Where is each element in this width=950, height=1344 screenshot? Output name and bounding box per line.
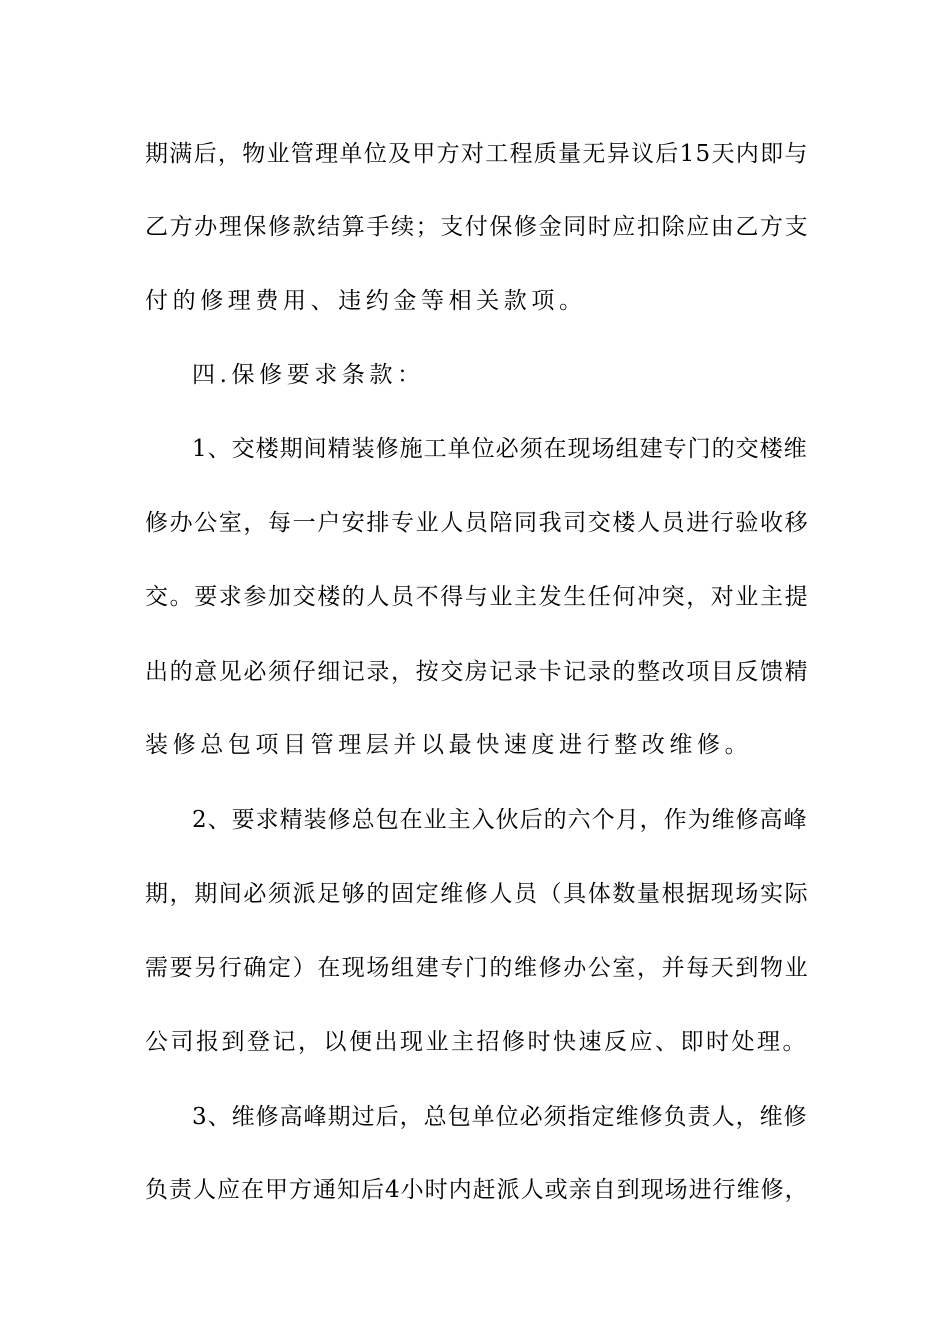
text-line-3: 付的修理费用、违约金等相关款项。 [145, 288, 587, 314]
text-line-5: 1、交楼期间精装修施工单位必须在现场组建专门的交楼维 [192, 436, 808, 462]
text-line-11: 期，期间必须派足够的固定维修人员（具体数量根据现场实际 [145, 881, 810, 907]
text-line-12: 需要另行确定）在现场组建专门的维修办公室，并每天到物业 [145, 955, 810, 981]
text-line-15: 负责人应在甲方通知后4小时内赶派人或亲自到现场进行维修， [145, 1177, 809, 1203]
text-line-10: 2、要求精装修总包在业主入伙后的六个月，作为维修高峰 [192, 807, 808, 833]
text-line-9: 装修总包项目管理层并以最快速度进行整改维修。 [145, 732, 753, 758]
text-line-7: 交。要求参加交楼的人员不得与业主发生任何冲突，对业主提 [145, 584, 810, 610]
text-line-6: 修办公室，每一户安排专业人员陪同我司交楼人员进行验收移 [145, 510, 810, 536]
section-heading: 四.保修要求条款： [192, 362, 425, 388]
text-line-14: 3、维修高峰期过后，总包单位必须指定维修负责人，维修 [192, 1104, 808, 1130]
text-line-13: 公司报到登记，以便出现业主招修时快速反应、即时处理。 [145, 1029, 808, 1055]
text-line-2: 乙方办理保修款结算手续；支付保修金同时应扣除应由乙方支 [145, 214, 810, 240]
text-line-1: 期满后，物业管理单位及甲方对工程质量无异议后15天内即与 [145, 141, 809, 167]
text-line-8: 出的意见必须仔细记录，按交房记录卡记录的整改项目反馈精 [145, 659, 810, 685]
